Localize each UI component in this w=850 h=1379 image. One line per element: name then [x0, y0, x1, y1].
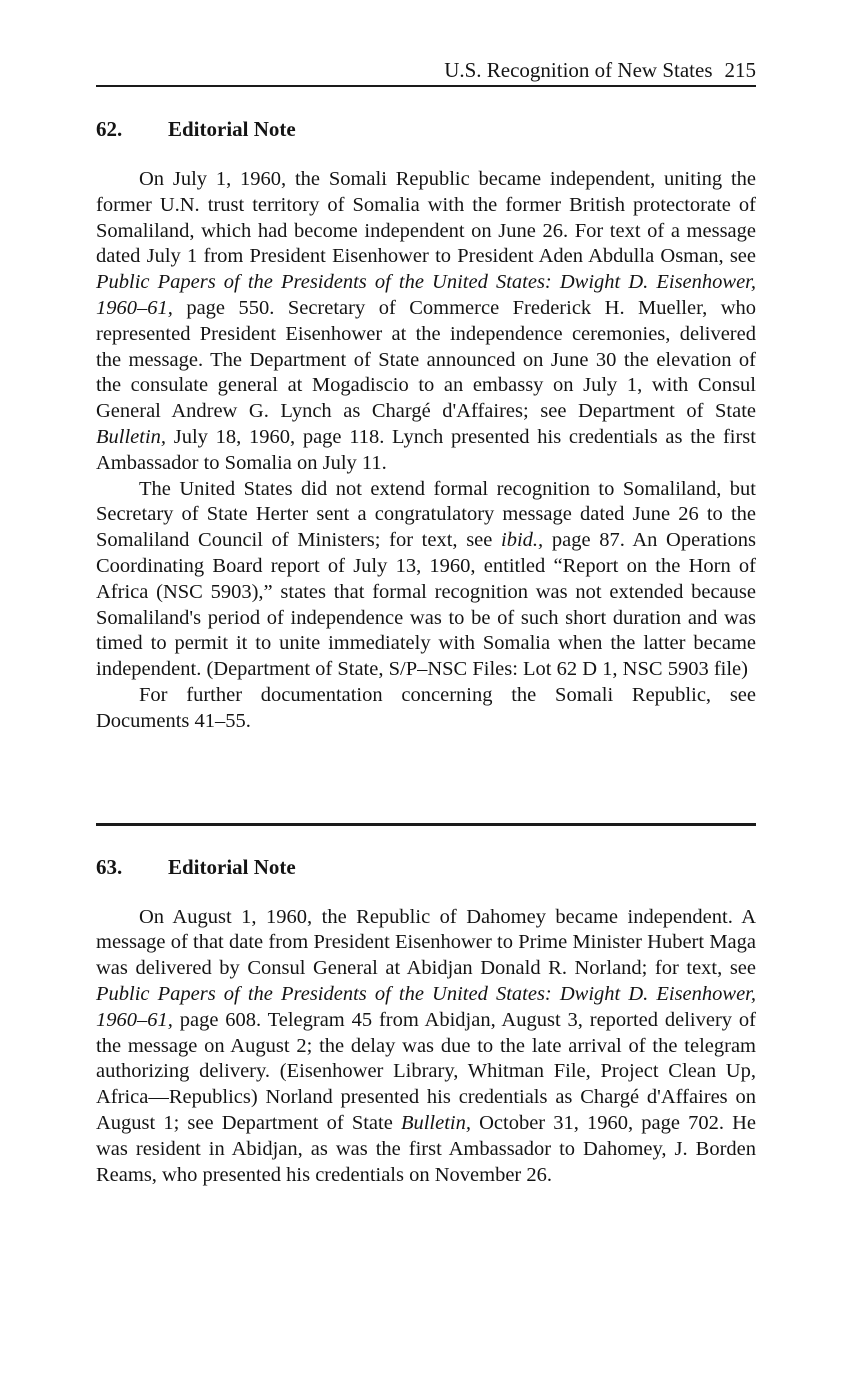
section-title: Editorial Note	[168, 854, 296, 879]
italic-citation: ibid.,	[501, 529, 544, 552]
section-body-62	[96, 167, 756, 735]
italic-citation: Bulletin,	[96, 425, 167, 448]
document-page	[96, 56, 756, 1188]
italic-citation: Public Papers of the Presidents of the United States: Dwight D. Eisenhower, 1960–61,	[96, 982, 756, 1031]
text-run: On August 1, 1960, the Republic of Dahomey became independent. A message of that date from President Eisenhower to Prime Minister Hubert Maga was delivered by Consul General at Abidjan Donald R. Norland; for text, see	[96, 905, 756, 980]
text-run: page 550. Secretary of Commerce Frederick H. Mueller, who represented President Eisenhower at the independence ceremonies, delivered the message. The Department of State announced on June 30 the elevation of the consulate general at Mogadiscio to an embassy on July 1, with Consul General Andrew G. Lynch as Chargé d'Affaires; see Department of State	[96, 296, 756, 423]
paragraph	[96, 477, 756, 683]
text-run: On July 1, 1960, the Somali Republic became independent, uniting the former U.N. trust territory of Somalia with the former British protectorate of Somaliland, which had become independent on June 26. For text of a message dated July 1 from President Eisenhower to President Aden Abdulla Osman, see	[96, 168, 756, 268]
running-head	[96, 56, 756, 87]
text-run: The United States did not extend formal recognition to Somaliland, but Secretary of State Herter sent a congratulatory message dated June 26 to the Somaliland Council of Ministers; for text, see	[96, 477, 756, 552]
text-run: For further documentation concerning the Somali Republic, see Documents 41–55.	[96, 683, 756, 732]
page-number: 215	[724, 58, 756, 82]
italic-citation: Bulletin,	[400, 1111, 471, 1134]
paragraph	[96, 167, 756, 477]
text-run: page 87. An Operations Coordinating Board report of July 13, 1960, entitled “Report on the Horn of Africa (NSC 5903),” states that formal recognition was not extended because Somaliland's period of independence was to be of such short duration and was timed to permit it to unite immediately with Somalia when the latter became independent. (Department of State, S/P–NSC Files: Lot 62 D 1, NSC 5903 file)	[96, 529, 756, 681]
text-run: page 608. Telegram 45 from Abidjan, August 3, reported delivery of the message on August 2; the delay was due to the late arrival of the telegram authorizing delivery. (Eisenhower Library, Whitman File, Project Clean Up, Africa—Republics) Norland presented his credentials as Chargé d'Affaires on August 1; see Department of State	[96, 1008, 756, 1134]
section-number: 62.	[96, 117, 123, 141]
section-body-63	[96, 905, 756, 1189]
running-head-title: U.S. Recognition of New States	[444, 58, 713, 82]
section-divider	[96, 823, 756, 826]
italic-citation: Public Papers of the Presidents of the United States: Dwight D. Eisenhower, 1960–61,	[96, 271, 756, 319]
text-run: October 31, 1960, page 702. He was resident in Abidjan, as was the first Ambassador to Dahomey, J. Borden Reams, who presented his credentials on November 26.	[96, 1111, 756, 1186]
paragraph	[96, 683, 756, 735]
section-heading-63	[96, 853, 756, 881]
paragraph	[96, 905, 756, 1189]
text-run: July 18, 1960, page 118. Lynch presented his credentials as the first Ambassador to Somalia on July 11.	[96, 425, 756, 474]
section-number: 63.	[96, 854, 123, 879]
section-title: Editorial Note	[168, 117, 296, 141]
section-heading-62	[96, 115, 756, 143]
